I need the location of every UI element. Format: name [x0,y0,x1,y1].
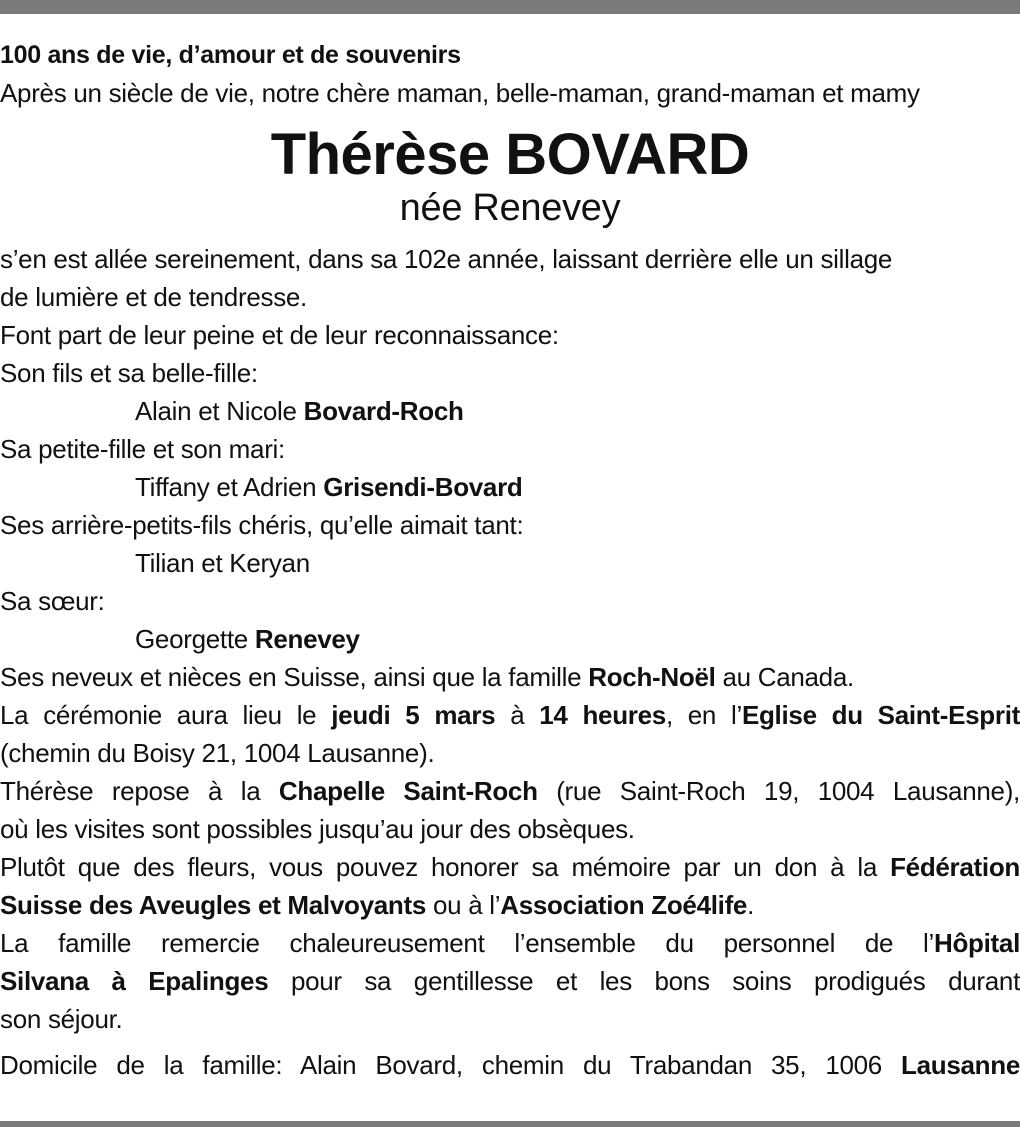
top-rule [0,0,1020,14]
rest-address: (rue Saint-Roch 19, 1004 Lausanne), [537,776,1020,806]
notice-heading: 100 ans de vie, d’amour et de souvenirs [0,41,461,69]
ceremony-date: jeudi 5 mars [331,700,496,730]
rest-text: Thérèse repose à la [0,776,279,806]
flowers-federation: Fédération [890,852,1020,882]
flowers-line-2 [0,886,1020,924]
thanks-line-2 [0,962,1020,1000]
family-given-names: Alain et Nicole [135,396,304,426]
flowers-text: Plutôt que des fleurs, vous pouvez honorer sa mémoire par un don à la [0,852,891,882]
intro-line: Après un siècle de vie, notre chère maman, belle-maman, grand-maman et mamy [0,78,920,108]
flowers-association: Association Zoé4life [500,890,748,920]
thanks-text: La famille remercie chaleureusement l’ensemble du personnel de l’ [0,928,934,958]
thanks-hospital: Hôpital [933,928,1020,958]
domicile-city: Lausanne [901,1050,1020,1080]
family-relation: Son fils et sa belle-fille: [0,358,258,388]
domicile-line [0,1046,1020,1084]
nephews-text-end: au Canada. [715,662,854,692]
maiden-name: née Renevey [399,187,621,229]
thanks-text: pour sa gentillesse et les bons soins prodigués durant [268,966,1020,996]
rest-chapel: Chapelle Saint-Roch [278,776,538,806]
ceremony-venue: Eglise du Saint-Esprit [741,700,1020,730]
nephews-line [0,658,1020,696]
family-surname: Grisendi-Bovard [323,472,523,502]
ceremony-line [0,696,1020,734]
nephews-family-name: Roch-Noël [588,662,716,692]
visits-line: où les visites sont possibles jusqu’au jour des obsèques. [0,814,635,844]
flowers-text: ou à l’ [426,890,501,920]
flowers-line-1 [0,848,1020,886]
passing-line-2: de lumière et de tendresse. [0,282,307,312]
family-given-names: Georgette [135,624,255,654]
family-relation: Sa sœur: [0,586,105,616]
family-surname: Renevey [254,624,360,654]
deceased-name: Thérèse BOVARD [270,122,750,187]
notice-content [0,36,1020,1084]
flowers-period: . [747,890,755,920]
family-names [0,544,1020,582]
ceremony-text: , en l’ [665,700,742,730]
family-relation: Sa petite-fille et son mari: [0,434,285,464]
family-surname: Bovard-Roch [303,396,464,426]
bottom-rule [0,1121,1020,1127]
family-relation: Ses arrière-petits-fils chéris, qu’elle aimait tant: [0,510,524,540]
flowers-federation-rest: Suisse des Aveugles et Malvoyants [0,890,427,920]
ceremony-address: (chemin du Boisy 21, 1004 Lausanne). [0,738,435,768]
family-names [0,620,1020,658]
domicile-text: Domicile de la famille: Alain Bovard, chemin du Trabandan 35, 1006 [0,1050,902,1080]
rest-line [0,772,1020,810]
ceremony-text: à [495,700,540,730]
family-given-names: Tilian et Keryan [135,548,310,578]
family-names [0,468,1020,506]
thanks-hospital-name: Silvana à Epalinges [0,966,269,996]
announce-line: Font part de leur peine et de leur reconnaissance: [0,320,559,350]
nephews-text: Ses neveux et nièces en Suisse, ainsi que la famille [0,662,589,692]
family-names [0,392,1020,430]
ceremony-time: 14 heures [539,700,666,730]
passing-line-1: s’en est allée sereinement, dans sa 102e année, laissant derrière elle un sillage [0,244,893,274]
thanks-line-1 [0,924,1020,962]
family-given-names: Tiffany et Adrien [135,472,324,502]
thanks-line-3: son séjour. [0,1004,123,1034]
spacer [0,1038,1020,1046]
ceremony-text: La cérémonie aura lieu le [0,700,332,730]
